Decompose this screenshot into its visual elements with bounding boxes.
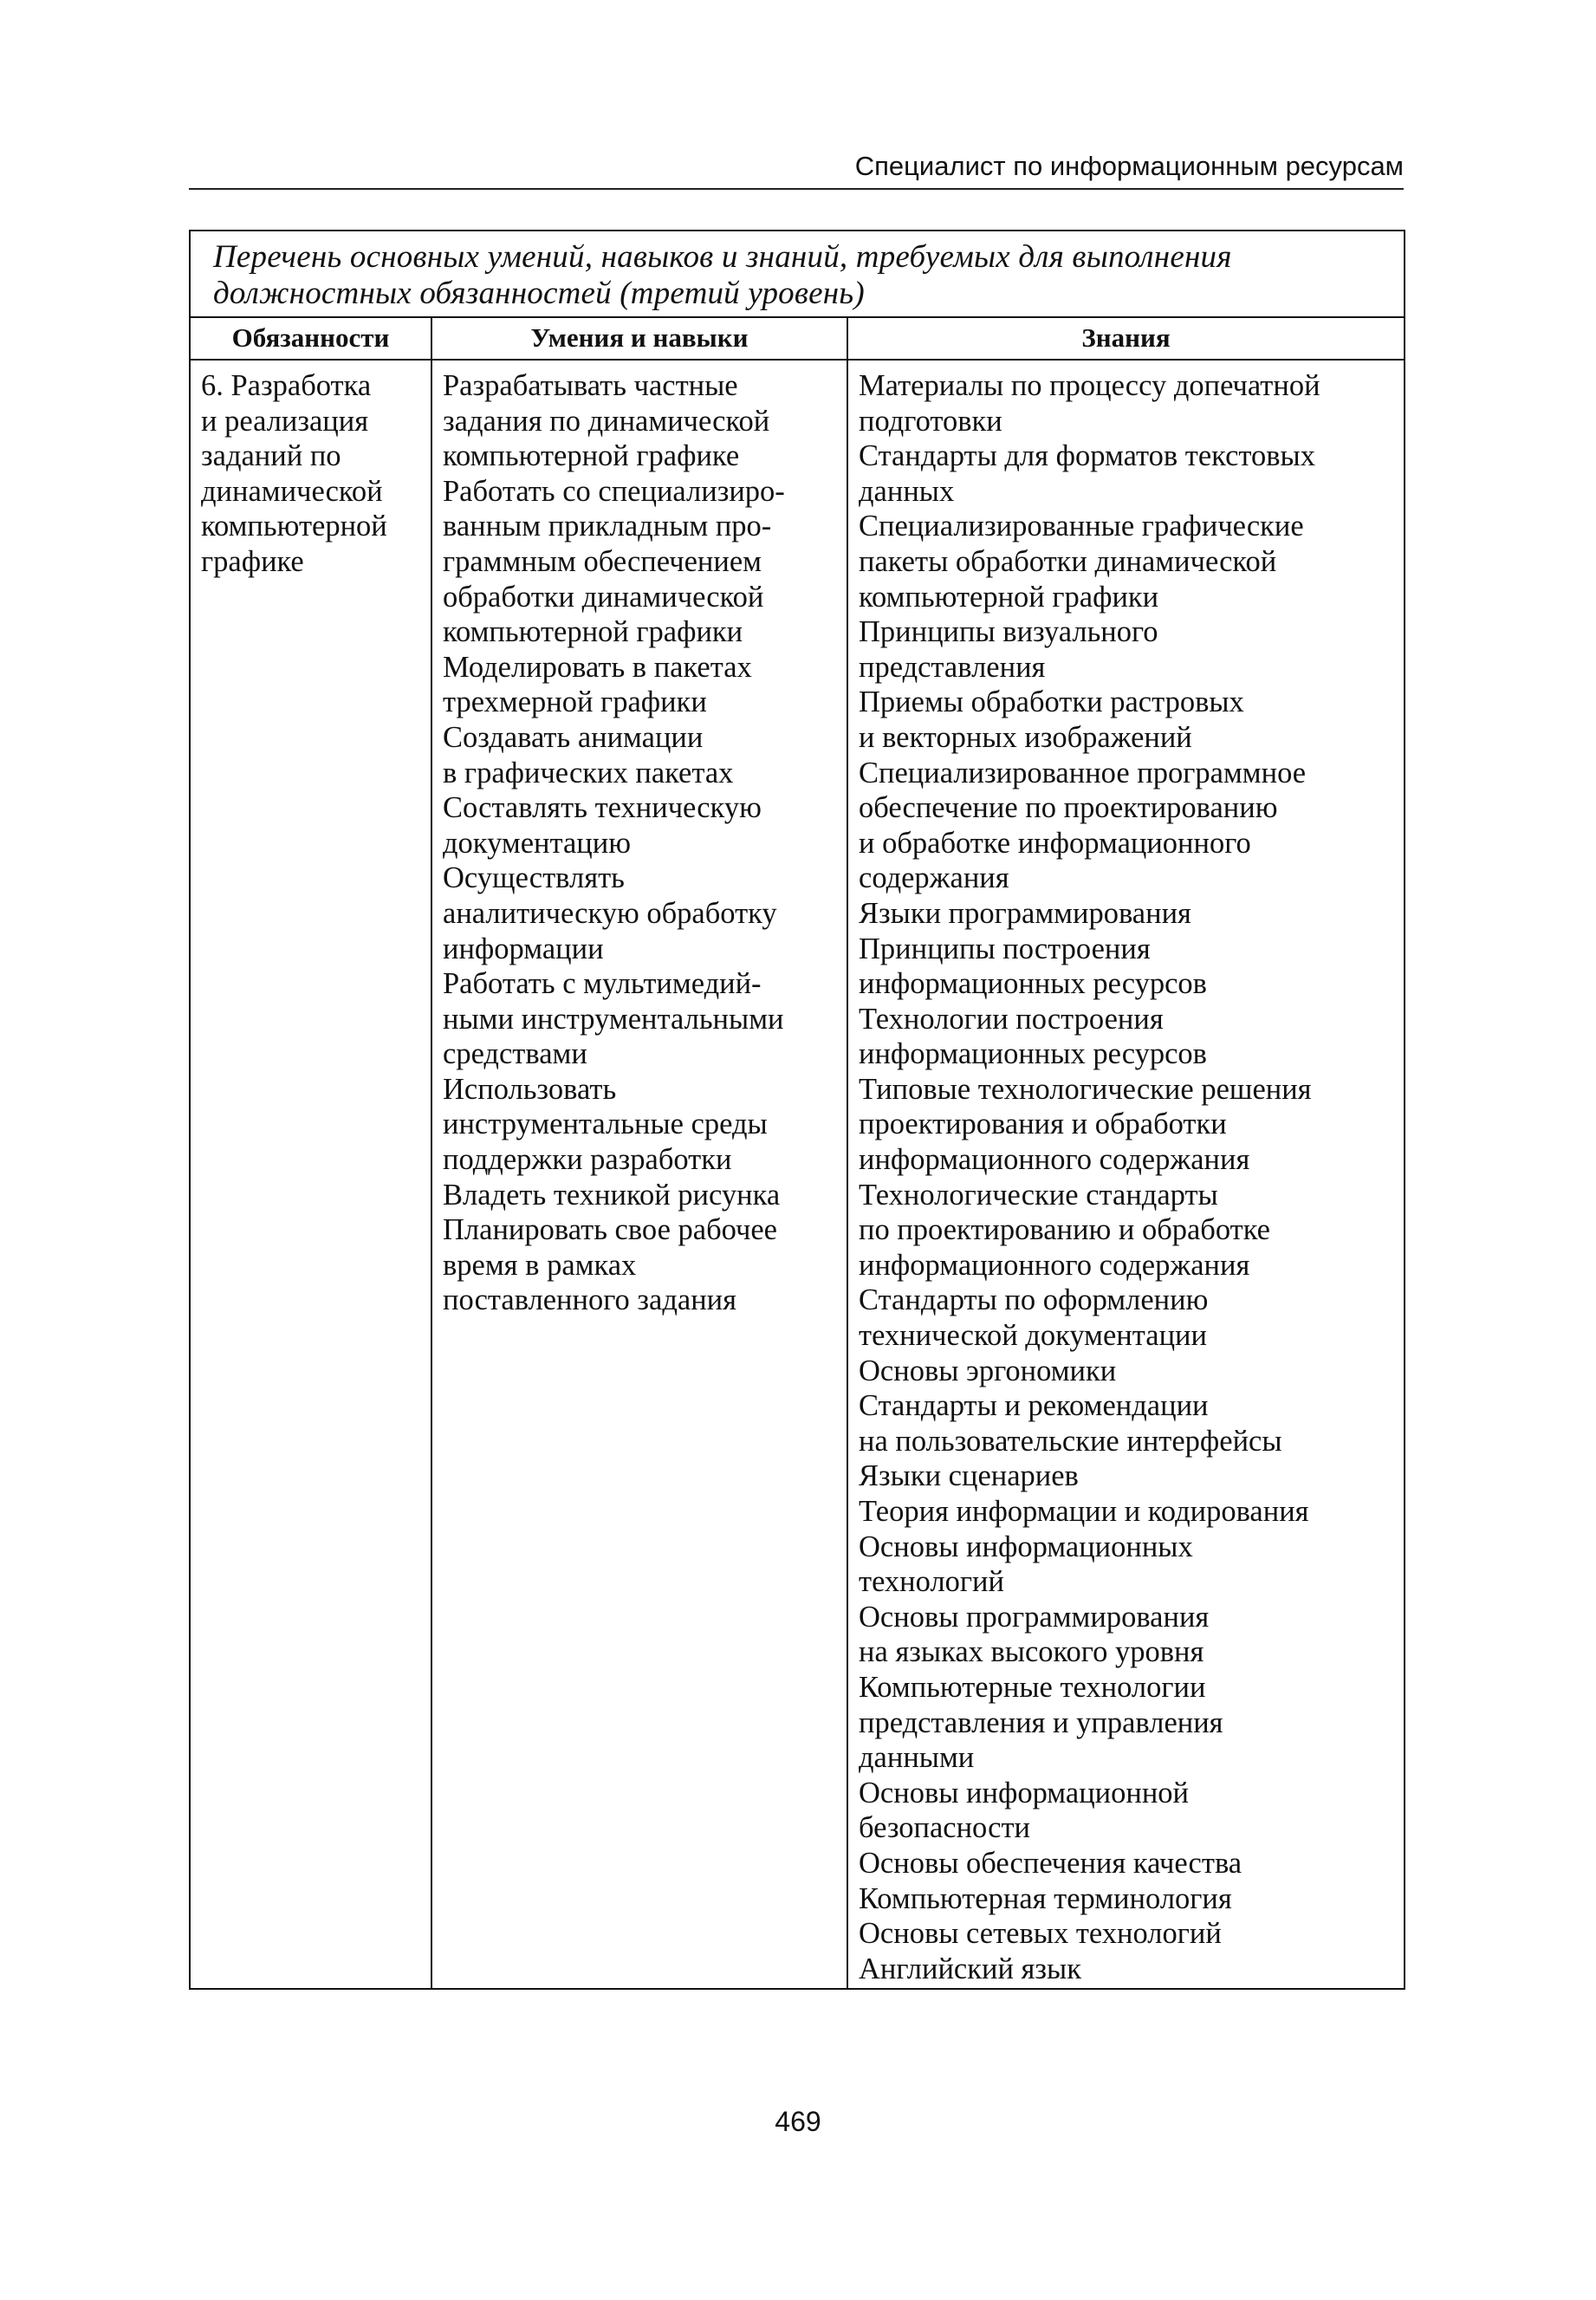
skill-line: ванным прикладным про- [443,510,772,543]
skill-line: поддержки разработки [443,1143,732,1177]
table-caption [190,231,1405,317]
skill-line: Планировать свое рабочее [443,1213,777,1247]
skill-line: Работать со специализиро- [443,474,785,508]
knowledge-line: Технологии построения [859,1002,1164,1036]
skill-line: граммным обеспечением [443,544,762,578]
knowledge-line: Основы эргономики [859,1354,1117,1387]
skills-cell [431,360,847,1989]
skill-line: Осуществлять [443,861,625,895]
knowledge-line: Основы информационной [859,1776,1190,1809]
knowledge-line: Компьютерные технологии [859,1670,1206,1704]
knowledge-line: подготовки [859,404,1002,438]
skill-line: Владеть техникой рисунка [443,1178,781,1212]
skill-line: информации [443,932,604,965]
duty-line: и реализация [201,404,369,438]
knowledge-line: по проектированию и обработке [859,1213,1270,1247]
knowledge-line: содержания [859,861,1009,895]
skill-line: ными инструментальными [443,1002,784,1036]
knowledge-line: Английский язык [859,1952,1081,1985]
skill-line: Моделировать в пакетах [443,650,752,684]
duty-line: динамической [201,474,383,508]
knowledge-line: данными [859,1741,975,1775]
duty-line: графике [201,544,304,578]
table-caption-line: должностных обязанностей (третий уровень) [213,276,865,311]
competency-table [189,230,1405,1990]
knowledge-line: информационных ресурсов [859,1037,1207,1071]
page-number: 469 [775,2106,821,2137]
skill-line: обработки динамической [443,580,764,614]
skill-line: аналитическую обработку [443,896,777,930]
skill-line: Создавать анимации [443,720,704,754]
column-header-duties: Обязанности [190,317,431,360]
knowledge-line: на языках высокого уровня [859,1635,1204,1669]
knowledge-line: Основы сетевых технологий [859,1917,1222,1951]
skill-line: трехмерной графики [443,685,707,719]
running-header: Специалист по информационным ресурсам [854,151,1404,181]
table-caption-line: Перечень основных умений, навыков и знаний, требуемых для выполнения [213,239,1232,275]
table-caption-row [190,231,1405,317]
skill-line: Составлять техническую [443,791,762,825]
knowledge-line: технической документации [859,1319,1207,1353]
knowledge-line: Принципы построения [859,932,1151,965]
competency-table-container [189,230,1404,1990]
table-row [190,360,1405,1989]
knowledge-line: Компьютерная терминология [859,1881,1232,1915]
knowledge-line: Основы программирования [859,1600,1210,1634]
skill-line: поставленного задания [443,1283,737,1317]
column-header-skills: Умения и навыки [431,317,847,360]
skill-line: документацию [443,826,631,860]
knowledge-line: Основы обеспечения качества [859,1846,1242,1880]
knowledge-line: безопасности [859,1811,1031,1845]
knowledge-line: представления и управления [859,1706,1223,1739]
knowledge-line: Языки программирования [859,896,1191,930]
knowledge-line: Стандарты по оформлению [859,1283,1209,1317]
knowledge-line: проектирования и обработки [859,1108,1227,1141]
skill-line: Работать с мультимедий- [443,967,762,1001]
duty-line: 6. Разработка [201,369,372,402]
knowledge-line: информационного содержания [859,1248,1250,1282]
knowledge-line: информационного содержания [859,1143,1250,1177]
knowledge-line: информационных ресурсов [859,967,1207,1001]
skill-line: компьютерной графики [443,615,743,649]
knowledge-line: Принципы визуального [859,615,1158,649]
knowledge-line: Специализированные графические [859,510,1304,543]
skill-line: в графических пакетах [443,756,734,789]
knowledge-line: на пользовательские интерфейсы [859,1424,1282,1458]
knowledge-line: Материалы по процессу допечатной [859,369,1320,402]
knowledge-cell [847,360,1405,1989]
knowledge-line: Приемы обработки растровых [859,685,1244,719]
header-divider [189,188,1404,190]
knowledge-line: Типовые технологические решения [859,1072,1312,1106]
knowledge-line: технологий [859,1565,1004,1599]
knowledge-line: и векторных изображений [859,720,1192,754]
knowledge-line: Специализированное программное [859,756,1307,789]
knowledge-line: Технологические стандарты [859,1178,1218,1212]
knowledge-line: Языки сценариев [859,1459,1079,1493]
duties-cell [190,360,431,1989]
skill-line: инструментальные среды [443,1108,768,1141]
column-header-knowledge: Знания [847,317,1405,360]
skill-line: Использовать [443,1072,617,1106]
skill-line: средствами [443,1037,587,1071]
knowledge-line: Стандарты для форматов текстовых [859,439,1315,473]
knowledge-line: Стандарты и рекомендации [859,1389,1209,1423]
skill-line: время в рамках [443,1248,637,1282]
duty-line: заданий по [201,439,341,473]
skill-line: компьютерной графике [443,439,740,473]
knowledge-line: компьютерной графики [859,580,1159,614]
knowledge-line: пакеты обработки динамической [859,544,1277,578]
knowledge-line: представления [859,650,1046,684]
knowledge-line: обеспечение по проектированию [859,791,1278,825]
knowledge-line: и обработке информационного [859,826,1251,860]
knowledge-line: Теория информации и кодирования [859,1495,1309,1528]
skill-line: Разрабатывать частные [443,369,738,402]
table-header-row [190,317,1405,360]
knowledge-line: Основы информационных [859,1530,1193,1563]
duty-line: компьютерной [201,510,387,543]
skill-line: задания по динамической [443,404,770,438]
knowledge-line: данных [859,474,955,508]
